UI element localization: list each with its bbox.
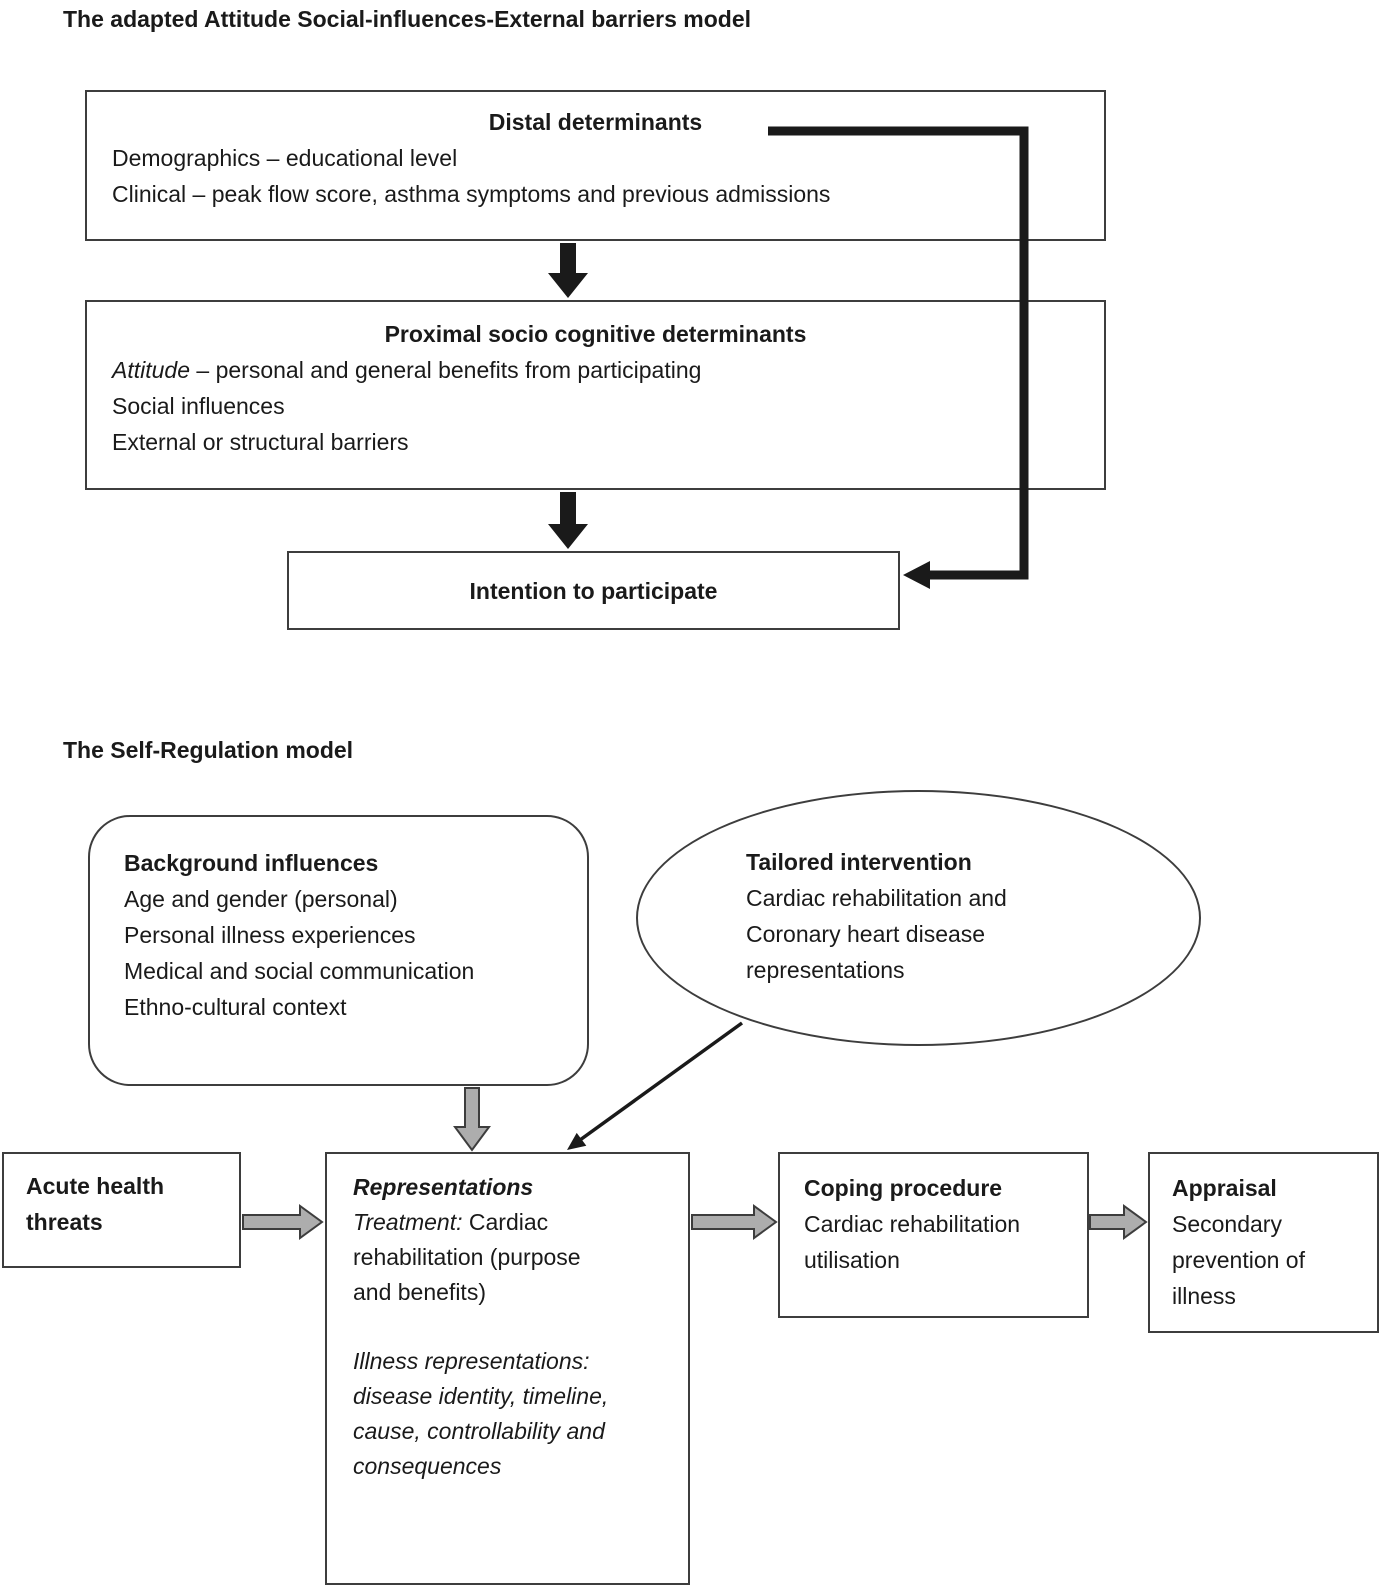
background-line-age: Age and gender (personal) <box>124 886 398 912</box>
treatment-italic-label: Treatment: <box>353 1209 463 1235</box>
representations-treatment-text <box>353 1205 621 1310</box>
arrow-tailored-to-representations-line <box>580 1023 742 1140</box>
acute-health-threats-box <box>2 1152 241 1268</box>
proximal-determinants-box <box>85 300 1106 490</box>
treatment-rest-text: Cardiac rehabilitation (purpose and benefits) <box>353 1209 581 1305</box>
appraisal-box <box>1148 1152 1379 1333</box>
background-influences-box <box>88 815 589 1086</box>
background-line-ethno: Ethno-cultural context <box>124 994 347 1020</box>
model2-title: The Self-Regulation model <box>63 737 354 763</box>
tailored-line-1: Cardiac rehabilitation and <box>746 885 1007 911</box>
tailored-line-3: representations <box>746 957 905 983</box>
feedback-arrowhead-icon <box>903 561 930 589</box>
tailored-heading: Tailored intervention <box>746 849 972 875</box>
intention-box <box>287 551 900 630</box>
model1-title: The adapted Attitude Social-influences-External barriers model <box>63 6 752 32</box>
distal-heading: Distal determinants <box>488 109 703 135</box>
tailored-intervention-text <box>746 844 1126 988</box>
appraisal-body: Secondary prevention of illness <box>1172 1211 1305 1309</box>
arrow-coping-to-appraisal-icon <box>1090 1206 1146 1238</box>
background-line-communication: Medical and social communication <box>124 958 475 984</box>
proximal-line-social: Social influences <box>112 393 285 419</box>
appraisal-heading: Appraisal <box>1172 1175 1277 1201</box>
coping-body: Cardiac rehabilitation utilisation <box>804 1211 1021 1273</box>
representations-box <box>325 1152 690 1585</box>
proximal-line-external: External or structural barriers <box>112 429 409 455</box>
representations-heading: Representations <box>353 1174 534 1200</box>
proximal-line-attitude <box>112 352 1079 388</box>
arrow-acute-to-representations-icon <box>243 1206 322 1238</box>
background-line-illness: Personal illness experiences <box>124 922 416 948</box>
coping-heading: Coping procedure <box>804 1175 1003 1201</box>
coping-procedure-box <box>778 1152 1089 1318</box>
attitude-rest-text: – personal and general benefits from participating <box>190 357 702 383</box>
proximal-heading: Proximal socio cognitive determinants <box>384 321 807 347</box>
arrow-distal-to-proximal-icon <box>548 243 588 298</box>
arrow-background-to-representations-icon <box>455 1088 489 1150</box>
distal-line-demographics: Demographics – educational level <box>112 145 458 171</box>
background-heading: Background influences <box>124 850 379 876</box>
tailored-line-2: Coronary heart disease <box>746 921 986 947</box>
acute-heading: Acute health threats <box>26 1173 165 1235</box>
representations-illness-text: Illness representations: disease identity, timeline, cause, controllability and consequences <box>353 1348 609 1479</box>
distal-line-clinical: Clinical – peak flow score, asthma symptoms and previous admissions <box>112 181 831 207</box>
arrow-proximal-to-intention-icon <box>548 492 588 549</box>
distal-determinants-box <box>85 90 1106 241</box>
arrow-tailored-to-representations-head-icon <box>567 1133 586 1150</box>
attitude-italic-label: Attitude <box>112 357 190 383</box>
arrow-representations-to-coping-icon <box>692 1206 776 1238</box>
intention-heading: Intention to participate <box>469 577 718 604</box>
tailored-intervention-ellipse <box>636 790 1201 1046</box>
